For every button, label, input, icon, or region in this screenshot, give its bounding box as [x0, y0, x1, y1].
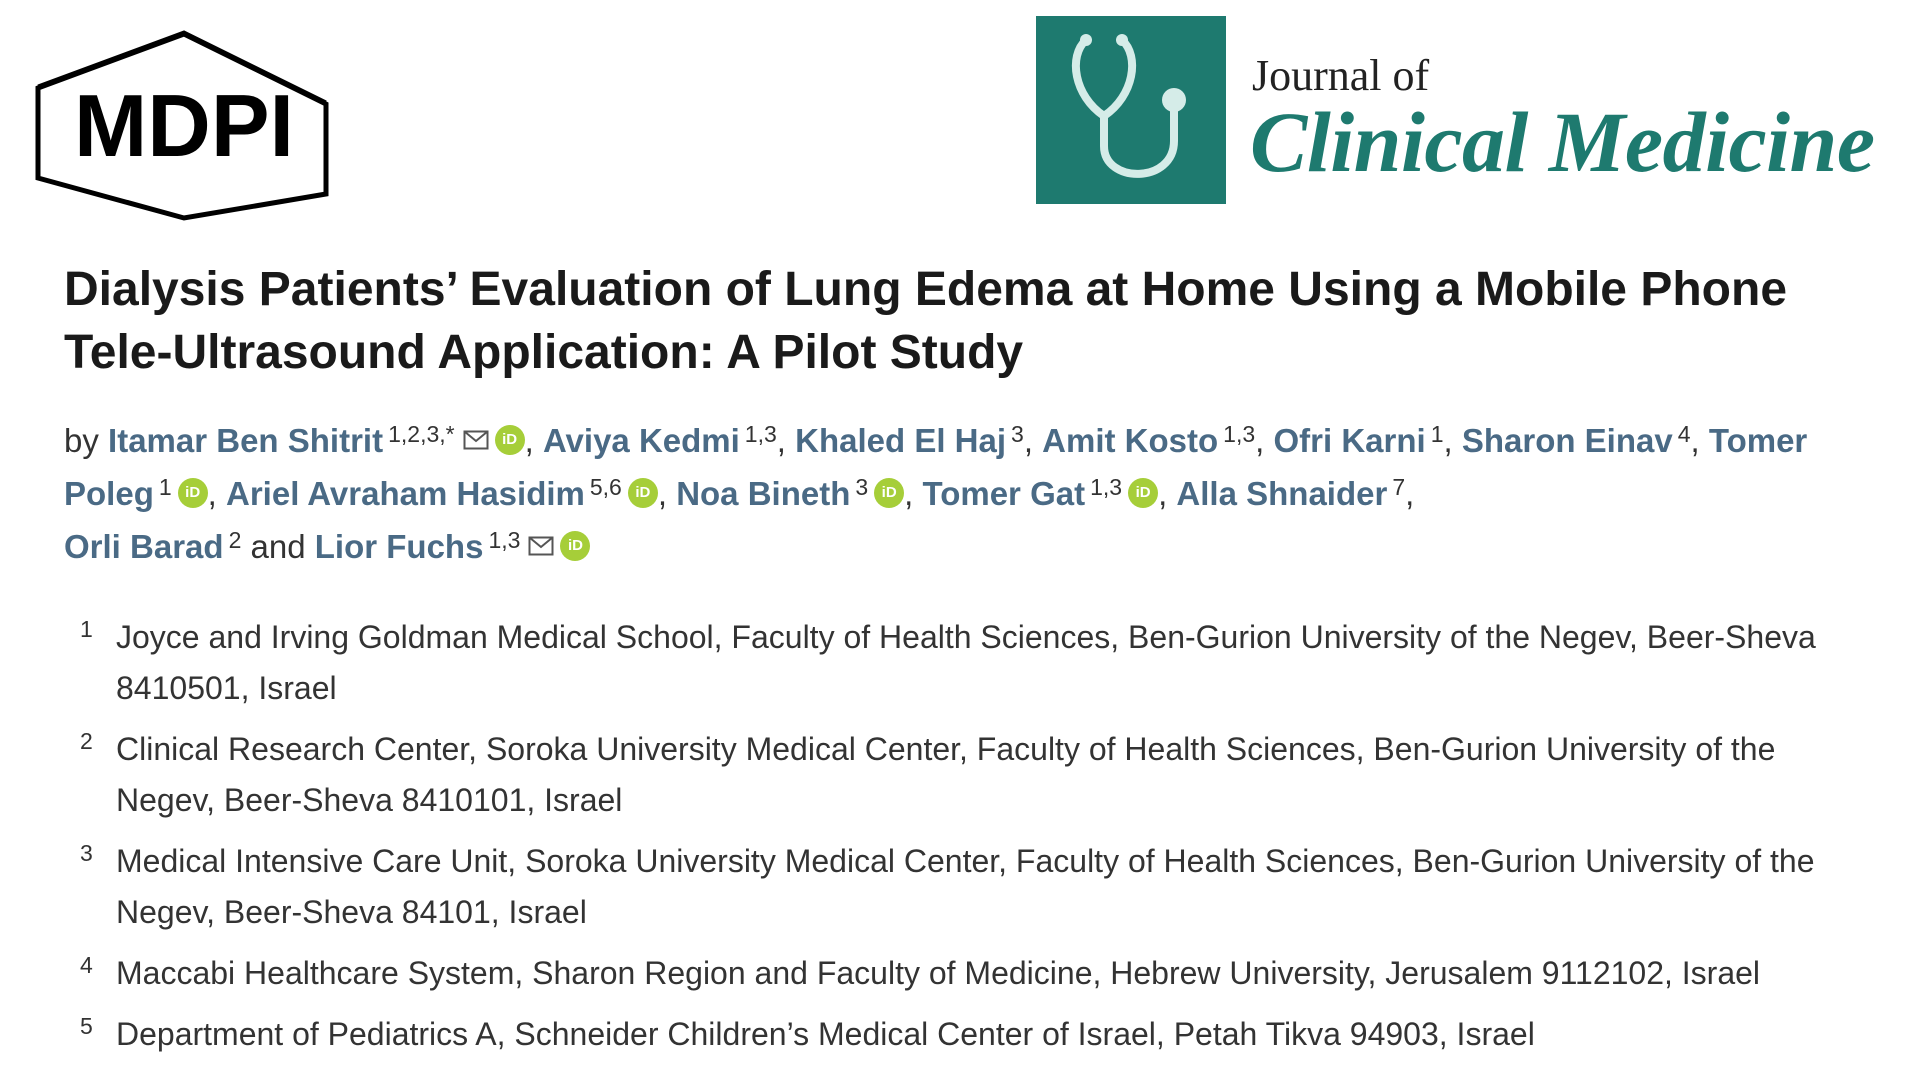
author-affiliation: 2	[228, 527, 242, 553]
stethoscope-icon	[1036, 16, 1226, 204]
affiliation-item	[80, 1009, 1870, 1060]
mdpi-logo[interactable]	[34, 28, 334, 224]
author-link[interactable]: Ariel Avraham Hasidim	[226, 475, 585, 512]
affiliation-item	[80, 612, 1870, 714]
author-affiliation: 4	[1677, 421, 1691, 447]
orcid-icon[interactable]: iD	[874, 478, 904, 508]
author-affiliation: 3	[855, 474, 869, 500]
author-link[interactable]: Lior Fuchs	[314, 528, 484, 565]
affiliation-text: Joyce and Irving Goldman Medical School, Faculty of Health Sciences, Ben-Gurion University of the Negev, Beer-Sheva 8410501, Israel	[116, 619, 1816, 706]
mdpi-logo-text: MDPI	[74, 76, 294, 175]
orcid-icon[interactable]: iD	[495, 425, 525, 455]
affiliation-number: 2	[80, 728, 93, 754]
and-label: and	[250, 528, 306, 565]
email-icon[interactable]	[463, 430, 489, 450]
journal-prefix: Journal of	[1252, 51, 1430, 100]
author-link[interactable]: Amit Kosto	[1042, 422, 1219, 459]
author-link[interactable]: Khaled El Haj	[795, 422, 1007, 459]
affiliation-item	[80, 836, 1870, 938]
author-link[interactable]: Ofri Karni	[1273, 422, 1426, 459]
author-affiliation: 1,3	[1223, 421, 1256, 447]
affiliation-number: 3	[80, 840, 93, 866]
author-affiliation: 1,3	[488, 527, 521, 553]
author-link[interactable]: Tomer Gat	[922, 475, 1086, 512]
author-link[interactable]: Sharon Einav	[1461, 422, 1673, 459]
author-affiliation: 1	[1430, 421, 1444, 447]
affiliation-item	[80, 948, 1870, 999]
by-label: by	[64, 422, 99, 459]
journal-name: Clinical Medicine	[1250, 94, 1875, 190]
author-link[interactable]: Noa Bineth	[676, 475, 851, 512]
affiliation-text: Clinical Research Center, Soroka University Medical Center, Faculty of Health Sciences, Ben-Gurion University of the Negev, Beer-Sheva 8410101, Israel	[116, 731, 1776, 818]
author-affiliation: 1,3	[744, 421, 777, 447]
author-affiliation: 5,6	[589, 474, 622, 500]
author-affiliation: 1	[158, 474, 172, 500]
author-list: by Itamar Ben Shitrit $^{1,2,3,*}$ iD , Aviya Kedmi $^{1,3}$, Khaled El Haj $^3$, Amit Kosto $^{1,3}$, Ofri Karni $^1$, Sharon Einav $^4$, Tomer Poleg $^1$ iD , Ariel Avraham Hasidim $^{5,6}$ iD , Noa Bineth $^3$ iD , Tomer Gat $^{1,3}$ iD , Alla Shnaider $^7$, Orli Barad $^2$ and Lior Fuchs $^{1,3}$ iD	[64, 421, 1808, 565]
affiliation-number: 1	[80, 616, 93, 642]
orcid-icon[interactable]: iD	[178, 478, 208, 508]
affiliation-number: 4	[80, 952, 93, 978]
author-link[interactable]: Aviya Kedmi	[542, 422, 740, 459]
orcid-icon[interactable]: iD	[628, 478, 658, 508]
affiliation-number: 5	[80, 1013, 93, 1039]
orcid-icon[interactable]: iD	[560, 531, 590, 561]
author-affiliation: 1,2,3,*	[388, 421, 455, 447]
journal-logo-box[interactable]	[1036, 16, 1226, 204]
author-affiliation: 3	[1011, 421, 1024, 447]
affiliation-list	[80, 612, 1870, 1070]
author-link[interactable]: Alla Shnaider	[1176, 475, 1388, 512]
affiliation-text: Maccabi Healthcare System, Sharon Region and Faculty of Medicine, Hebrew University, Jerusalem 9112102, Israel	[116, 955, 1761, 991]
affiliation-text: Department of Pediatrics A, Schneider Children’s Medical Center of Israel, Petah Tikva 94903, Israel	[116, 1016, 1535, 1052]
article-title: Dialysis Patients’ Evaluation of Lung Edema at Home Using a Mobile Phone Tele-Ultrasound Application: A Pilot Study	[64, 263, 1788, 379]
affiliation-text: Medical Intensive Care Unit, Soroka University Medical Center, Faculty of Health Sciences, Ben-Gurion University of the Negev, Beer-Sheva 84101, Israel	[116, 843, 1815, 930]
affiliation-item	[80, 724, 1870, 826]
email-icon[interactable]	[528, 536, 554, 556]
author-link[interactable]: Orli Barad	[64, 528, 224, 565]
orcid-icon[interactable]: iD	[1128, 478, 1158, 508]
author-affiliation: 7	[1392, 474, 1406, 500]
author-link[interactable]: Tomer Poleg	[64, 422, 1808, 512]
author-affiliation: 1,3	[1090, 474, 1123, 500]
author-link[interactable]: Itamar Ben Shitrit	[108, 422, 384, 459]
